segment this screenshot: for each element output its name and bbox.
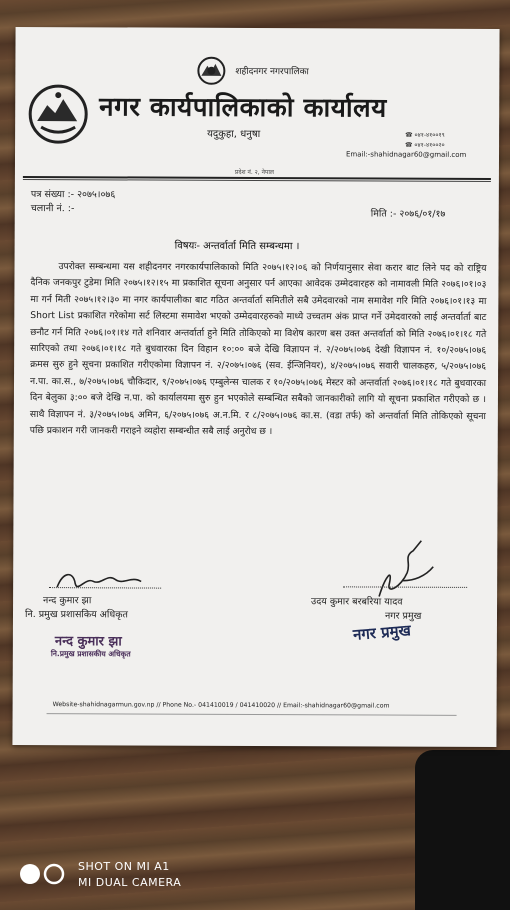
dispatch-number: चलानी नं. :- xyxy=(30,203,75,215)
office-title: नगर कार्यपालिकाको कार्यालय xyxy=(99,92,387,124)
letter-date: मिति :- २०७६/०१/१७ xyxy=(370,208,446,220)
left-stamp-title: नि.प्रमुख प्रशासकीय अधिकृत xyxy=(50,649,131,659)
right-signatory-title: नगर प्रमुख xyxy=(384,610,422,622)
office-address: यदुकुहा, धनुषा xyxy=(207,128,261,141)
letter-footer: Website-shahidnagarmun.gov.np // Phone No.- 041410019 / 041410020 // Email:-shahidnagar60@gmail.com xyxy=(52,701,390,710)
camera-watermark-line2: MI DUAL CAMERA xyxy=(78,876,182,889)
municipality-name: शहीदनगर नगरपालिका xyxy=(235,66,309,78)
camera-watermark-icon xyxy=(18,862,66,886)
letter-subject: विषयः- अन्तर्वार्ता मिति सम्बन्धमा । xyxy=(174,240,300,253)
phone-number-1: ☎ ०४१-४१००१९ xyxy=(405,131,445,139)
phone-number-2: ☎ ०४१-४१००२० xyxy=(405,141,445,149)
phone-device-edge xyxy=(415,750,510,910)
letter-document xyxy=(12,27,499,747)
province-line: प्रदेश नं. २, नेपाल xyxy=(234,168,274,177)
letterhead-email: Email:-shahidnagar60@gmail.com xyxy=(345,150,467,159)
mayor-stamp: नगर प्रमुख xyxy=(352,621,412,644)
nepal-emblem-icon xyxy=(27,83,89,145)
camera-watermark-line1: SHOT ON MI A1 xyxy=(78,860,170,873)
right-signatory-name: उदय कुमार बरबरिया यादव xyxy=(311,596,403,608)
left-signatory-title: नि. प्रमुख प्रशासकिय अधिकृत xyxy=(24,608,128,621)
municipality-logo-icon xyxy=(195,56,227,86)
left-stamp-name: नन्द कुमार झा xyxy=(54,634,122,650)
left-signatory-name: नन्द कुमार झा xyxy=(43,595,92,607)
letter-reference-number: पत्र संख्या :- २०७५।०७६ xyxy=(30,189,116,201)
footer-divider xyxy=(47,713,457,716)
letter-body: उपरोक्त सम्बन्धमा यस शहीदनगर नगरकार्यपालिकाको मिति २०७५।१२।०६ को निर्णयानुसार सेवा करार बाट लिने पद को राष्ट्रिय दैनिक जनकपुर टुडेमा मिति २०७५।१२।१५ मा प्रकाशित सूचना अनुसार पर्न आएका आवेदक उम्मेदवारहरु को नामावली मिति २०७६।०१।०३ मा गर्न मिती २०७५।१२।३० मा नगर कार्यपालीका बाट गठित अन्तर्वार्ता समितीले सबै उमेदवारको नाम समावेश गरि मिति २०७६।०१।१३ मा Short List प्रकाशित गरेकोमा सर्ट लिस्टमा समावेश भएको उम्मेदवारहरुको माध्ये उच्चतम अंक प्राप्त गर्ने उमेदवारको लाई अन्तर्वार्ता बाट छनौट गर्न मिति २०७६।०१।१४ गते शनिवार अन्तर्वार्ता हुने मिति तोकिएको मा विशेष कारण बस उक्त अन्तर्वार्ता को मिति २०७६।०१।१८ गते सारिएको तथा २०७६।०१।१८ गते बुधवारका दिन विहान १०:०० बजे देखि विज्ञापन नं. २/२०७५।०७६ देखी विज्ञापन नं. १०/२०७५।०७६ क्रमस सुरु हुने सूचना प्रकाशित गरीएकोमा विज्ञापन नं. २/२०७५।०७६ (सव. ईन्जिनियर), ४/२०७५।०७६ सवारी चालकहरु, ५/२०७५।०७६ न.पा. का.स., ७/२०७५।०७६ चौकिदार, ९/२०७५।०७६ एम्बुलेन्स चालक र १०/२०७५।०७६ मेस्टर को अन्तर्वार्ता २०७६।०१।१८ गते बुधवारका दिन बेलुका ३:०० बजे देखि न.पा. को कार्यालयमा सुरु हुन भएकोले सम्बन्धित सबैको जानकारीको लागि यो सूचना प्रकाशित गरीएको छ । साथै विज्ञापन नं. ३/२०७५।०७६ अमिन, ६/२०७५।०७६ अ.न.मि. र ८/२०७५।०७६ का.स. (वडा तर्फ) को अन्तर्वार्ता मिति तोकिएको सूचना पछि प्रकाशन गरी जानकरी गराइने व्यहोरा सम्बन्धीत सबै लाई अनुरोध छ । xyxy=(29,261,487,438)
